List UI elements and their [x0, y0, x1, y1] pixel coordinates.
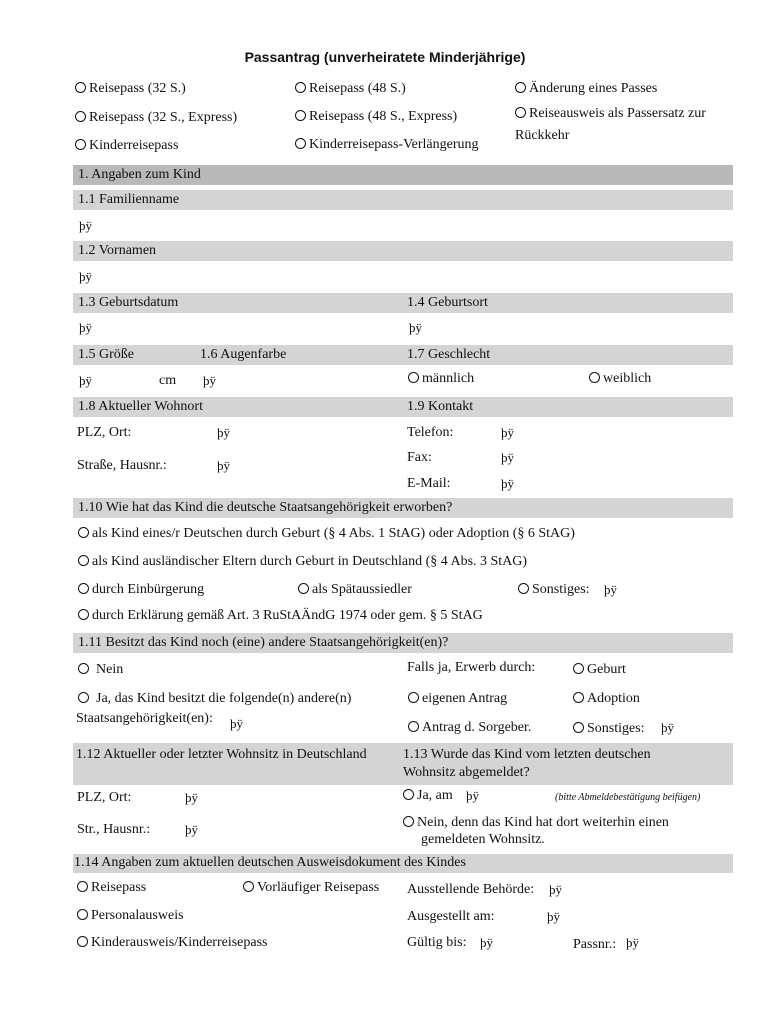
abmeldedatum-field[interactable]: þÿ	[466, 788, 479, 803]
radio-icon[interactable]	[78, 583, 89, 594]
option-geburt-deutschland[interactable]: als Kind ausländischer Eltern durch Geburt in Deutschland (§ 4 Abs. 3 StAG)	[78, 554, 527, 570]
label-telefon: Telefon:	[407, 425, 454, 440]
option-nein-weiterhin[interactable]: Nein, denn das Kind hat dort weiterhin einen	[403, 815, 669, 831]
radio-icon[interactable]	[78, 692, 89, 703]
option-nein[interactable]: Nein	[78, 662, 123, 678]
radio-icon[interactable]	[75, 139, 86, 150]
radio-icon[interactable]	[78, 609, 89, 620]
radio-icon[interactable]	[295, 138, 306, 149]
radio-icon[interactable]	[78, 555, 89, 566]
radio-icon[interactable]	[77, 881, 88, 892]
option-reiseausweis[interactable]: Reiseausweis als Passersatz zur	[515, 106, 706, 122]
option-doc-personalausweis[interactable]: Personalausweis	[77, 908, 184, 924]
groesse-field[interactable]: þÿ	[79, 373, 92, 388]
hint-abmeldebestaetigung: (bitte Abmeldebestätigung beifügen)	[555, 792, 701, 803]
option-kinderreisepass[interactable]: Kinderreisepass	[75, 138, 178, 154]
label-plz-ort: PLZ, Ort:	[77, 425, 132, 440]
radio-icon[interactable]	[243, 881, 254, 892]
option-spaetaussiedler[interactable]: als Spätaussiedler	[298, 582, 412, 598]
plz-ort-de-field[interactable]: þÿ	[185, 790, 198, 805]
strasse-field[interactable]: þÿ	[217, 458, 230, 473]
label-row-merkmale: 1.5 Größe 1.6 Augenfarbe 1.7 Geschlecht	[73, 344, 733, 365]
radio-icon[interactable]	[408, 692, 419, 703]
radio-icon[interactable]	[403, 816, 414, 827]
fax-field[interactable]: þÿ	[501, 450, 514, 465]
staatsangehoerigkeiten-field[interactable]: þÿ	[230, 716, 243, 731]
option-reisepass-48[interactable]: Reisepass (48 S.)	[295, 81, 406, 97]
label-passnr: Passnr.:	[573, 937, 617, 952]
gueltig-field[interactable]: þÿ	[480, 935, 493, 950]
radio-icon[interactable]	[295, 110, 306, 121]
label-ausgestellt-am: Ausgestellt am:	[407, 909, 495, 924]
augenfarbe-field[interactable]: þÿ	[203, 373, 216, 388]
option-antrag-sorgeber[interactable]: Antrag d. Sorgeber.	[408, 720, 531, 736]
radio-icon[interactable]	[75, 111, 86, 122]
radio-icon[interactable]	[408, 721, 419, 732]
option-doc-reisepass[interactable]: Reisepass	[77, 880, 146, 896]
radio-icon[interactable]	[77, 909, 88, 920]
option-doc-kinderausweis[interactable]: Kinderausweis/Kinderreisepass	[77, 935, 268, 951]
section-heading-1-11: 1.11 Besitzt das Kind noch (eine) andere Staatsangehörigkeit(en)?	[73, 632, 733, 653]
option-reiseausweis-line2: Rückkehr	[515, 128, 570, 143]
geburtsort-field[interactable]: þÿ	[409, 320, 422, 335]
label-gueltig-bis: Gültig bis:	[407, 935, 467, 950]
radio-icon[interactable]	[78, 527, 89, 538]
ausgestellt-field[interactable]: þÿ	[547, 909, 560, 924]
radio-icon[interactable]	[518, 583, 529, 594]
erwerb-sonstiges-field[interactable]: þÿ	[661, 720, 674, 735]
radio-icon[interactable]	[403, 789, 414, 800]
telefon-field[interactable]: þÿ	[501, 425, 514, 440]
behoerde-field[interactable]: þÿ	[549, 882, 562, 897]
option-maennlich[interactable]: männlich	[408, 371, 474, 387]
label-ausstellende-behoerde: Ausstellende Behörde:	[407, 882, 535, 897]
option-reisepass-32-express[interactable]: Reisepass (32 S., Express)	[75, 110, 237, 126]
option-erwerb-sonstiges[interactable]: Sonstiges:	[573, 721, 645, 737]
radio-icon[interactable]	[573, 692, 584, 703]
option-ja-abgemeldet[interactable]: Ja, am	[403, 788, 453, 804]
option-kinderreisepass-verlaengerung[interactable]: Kinderreisepass-Verlängerung	[295, 137, 479, 153]
option-erwerb-geburt[interactable]: Geburt	[573, 662, 626, 678]
radio-icon[interactable]	[298, 583, 309, 594]
email-field[interactable]: þÿ	[501, 476, 514, 491]
passnr-field[interactable]: þÿ	[626, 935, 639, 950]
option-aenderung-passes[interactable]: Änderung eines Passes	[515, 81, 657, 97]
option-einbuergerung[interactable]: durch Einbürgerung	[78, 582, 204, 598]
option-eigenen-antrag[interactable]: eigenen Antrag	[408, 691, 507, 707]
section-heading-1-14: 1.14 Angaben zum aktuellen deutschen Ausweisdokument des Kindes	[73, 853, 733, 873]
radio-icon[interactable]	[589, 372, 600, 383]
form-title: Passantrag (unverheiratete Minderjährige)	[244, 49, 526, 65]
radio-icon[interactable]	[408, 372, 419, 383]
option-reisepass-48-express[interactable]: Reisepass (48 S., Express)	[295, 109, 457, 125]
label-falls-ja: Falls ja, Erwerb durch:	[407, 660, 536, 675]
radio-icon[interactable]	[295, 82, 306, 93]
cm-unit: cm	[159, 373, 177, 388]
radio-icon[interactable]	[77, 936, 88, 947]
radio-icon[interactable]	[78, 663, 89, 674]
label-plz-ort-de: PLZ, Ort:	[77, 790, 132, 805]
familienname-field[interactable]: þÿ	[79, 218, 92, 233]
label-familienname: 1.1 Familienname	[73, 189, 733, 210]
label-email: E-Mail:	[407, 476, 451, 491]
option-erwerb-adoption[interactable]: Adoption	[573, 691, 640, 707]
label-strasse: Straße, Hausnr.:	[77, 458, 167, 473]
plz-ort-field[interactable]: þÿ	[217, 425, 230, 440]
label-staatsangehoerigkeiten: Staatsangehörigkeit(en):	[76, 711, 213, 726]
radio-icon[interactable]	[75, 82, 86, 93]
label-str-de: Str., Hausnr.:	[77, 822, 151, 837]
label-gemeldeter-wohnsitz: gemeldeten Wohnsitz.	[421, 832, 545, 847]
option-sonstiges[interactable]: Sonstiges:	[518, 582, 590, 598]
option-erklaerung[interactable]: durch Erklärung gemäß Art. 3 RuStAÄndG 1974 oder gem. § 5 StAG	[78, 608, 483, 624]
section-heading-1-10: 1.10 Wie hat das Kind die deutsche Staatsangehörigkeit erworben?	[73, 497, 733, 518]
str-de-field[interactable]: þÿ	[185, 822, 198, 837]
option-reisepass-32[interactable]: Reisepass (32 S.)	[75, 81, 186, 97]
geburtsdatum-field[interactable]: þÿ	[79, 320, 92, 335]
option-geburt-adoption[interactable]: als Kind eines/r Deutschen durch Geburt (§ 4 Abs. 1 StAG) oder Adoption (§ 6 StAG)	[78, 526, 575, 542]
vornamen-field[interactable]: þÿ	[79, 269, 92, 284]
radio-icon[interactable]	[515, 82, 526, 93]
label-row-geburt: 1.3 Geburtsdatum 1.4 Geburtsort	[73, 292, 733, 313]
label-row-wohnort: 1.8 Aktueller Wohnort 1.9 Kontakt	[73, 396, 733, 417]
label-fax: Fax:	[407, 450, 432, 465]
section-heading-1-12-1-13: 1.12 Aktueller oder letzter Wohnsitz in Deutschland 1.13 Wurde das Kind vom letzten deutschen Wohnsitz abgemeldet?	[73, 742, 733, 785]
radio-icon[interactable]	[515, 107, 526, 118]
option-doc-vorlaeufig[interactable]: Vorläufiger Reisepass	[243, 880, 379, 896]
sonstiges-field[interactable]: þÿ	[604, 582, 617, 597]
option-weiblich[interactable]: weiblich	[589, 371, 651, 387]
option-ja-andere[interactable]: Ja, das Kind besitzt die folgende(n) andere(n)	[78, 691, 351, 707]
label-vornamen: 1.2 Vornamen	[73, 240, 733, 261]
radio-icon[interactable]	[573, 663, 584, 674]
section-heading-1: 1. Angaben zum Kind	[73, 164, 733, 185]
radio-icon[interactable]	[573, 722, 584, 733]
